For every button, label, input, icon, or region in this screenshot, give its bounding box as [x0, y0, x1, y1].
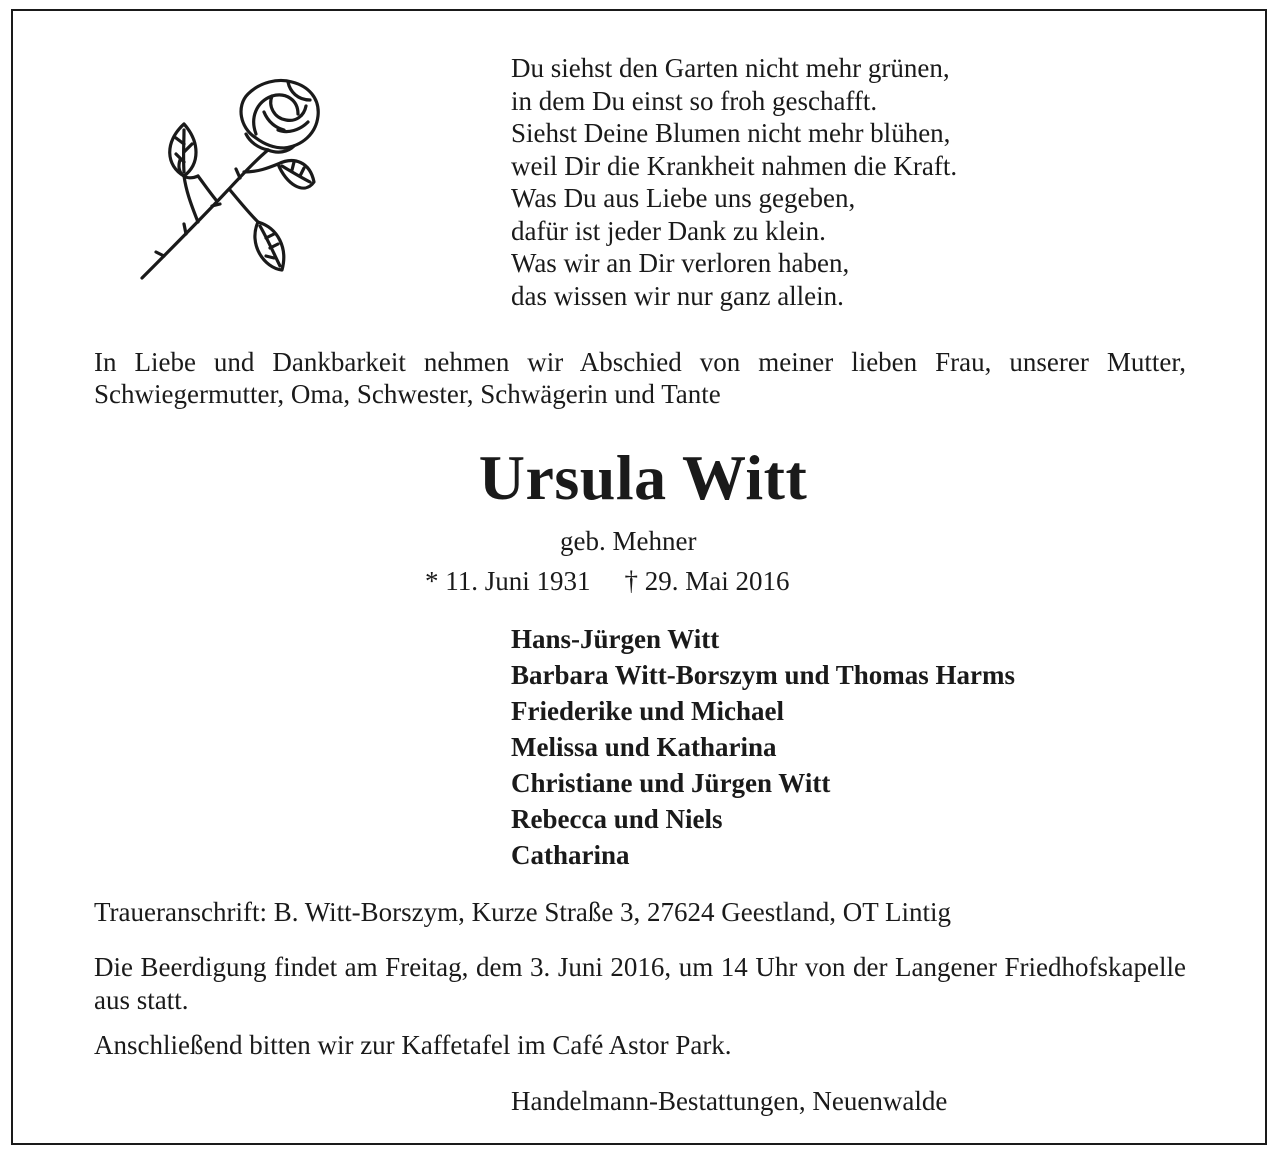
mourning-address: Traueranschrift: B. Witt-Borszym, Kurze Straße 3, 27624 Geestland, OT Lintig: [94, 897, 952, 927]
birth-date: * 11. Juni 1931: [425, 566, 591, 596]
mourner-name: Friederike und Michael: [511, 696, 784, 726]
mourner-name: Melissa und Katharina: [511, 732, 777, 762]
mourner-name: Barbara Witt-Borszym und Thomas Harms: [511, 660, 1016, 690]
intro-text: In Liebe und Dankbarkeit nehmen wir Abschied von meiner lieben Frau, unserer Mutter, Schwiegermutter, Oma, Schwester, Schwägerin und Tante: [94, 347, 1186, 409]
reception-info: Anschließend bitten wir zur Kaffetafel im Café Astor Park.: [94, 1030, 732, 1060]
rose-icon: [128, 72, 328, 292]
poem-line: das wissen wir nur ganz allein.: [511, 280, 844, 311]
mourner-name: Christiane und Jürgen Witt: [511, 768, 831, 798]
undertaker: Handelmann-Bestattungen, Neuenwalde: [511, 1086, 948, 1116]
poem: [511, 52, 1111, 312]
poem-line: dafür ist jeder Dank zu klein.: [511, 215, 826, 246]
mourner-name: Rebecca und Niels: [511, 804, 723, 834]
poem-line: weil Dir die Krankheit nahmen die Kraft.: [511, 150, 958, 181]
maiden-name: geb. Mehner: [560, 526, 697, 556]
life-dates: [425, 564, 790, 598]
poem-line: Was wir an Dir verloren haben,: [511, 248, 850, 278]
death-date: † 29. Mai 2016: [624, 566, 790, 596]
funeral-info: Die Beerdigung findet am Freitag, dem 3. Juni 2016, um 14 Uhr von der Langener Friedhofskapelle aus statt.: [94, 952, 1186, 1015]
mourner-name: Hans-Jürgen Witt: [511, 624, 720, 654]
mourners-list: [511, 621, 1015, 873]
poem-line: Was Du aus Liebe uns gegeben,: [511, 183, 856, 213]
poem-line: in dem Du einst so froh geschafft.: [511, 85, 878, 116]
deceased-name: Ursula Witt: [478, 442, 808, 513]
poem-line: Du siehst den Garten nicht mehr grünen,: [511, 53, 950, 83]
mourner-name: Catharina: [511, 840, 630, 870]
poem-line: Siehst Deine Blumen nicht mehr blühen,: [511, 118, 951, 148]
